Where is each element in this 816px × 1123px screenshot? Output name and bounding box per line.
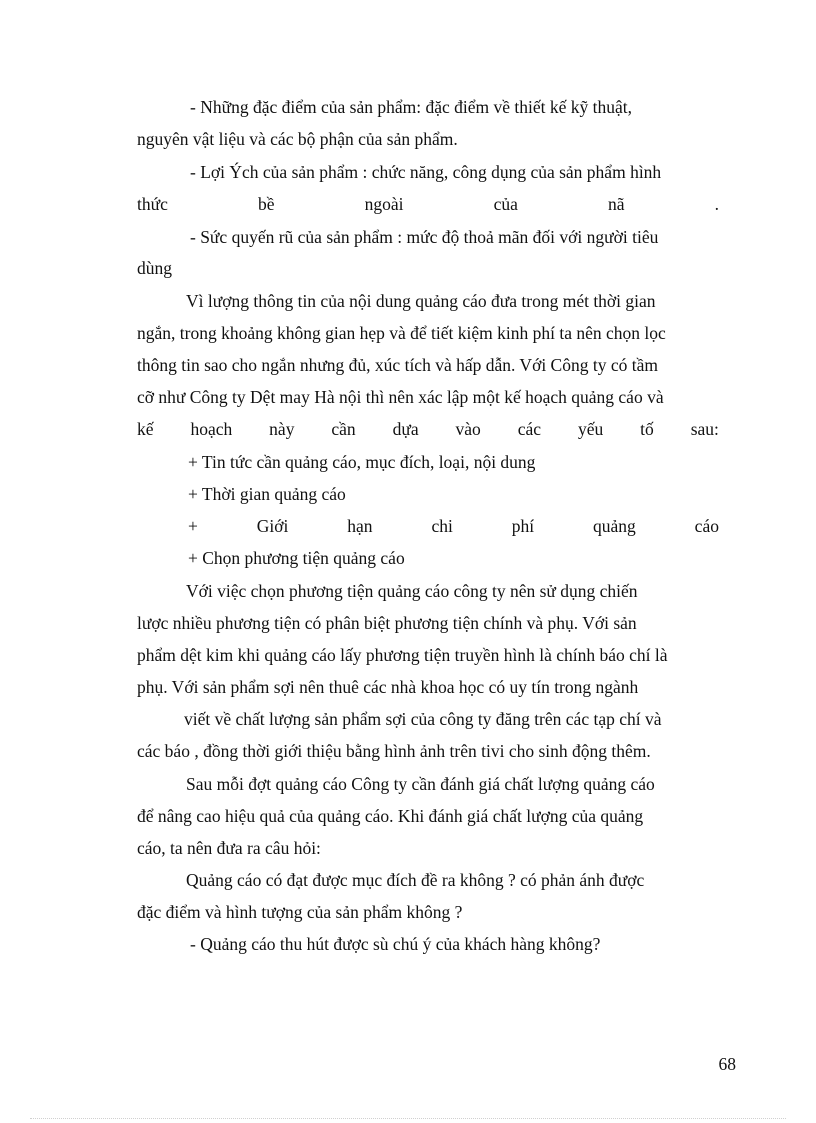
text-line: + Tin tức cần quảng cáo, mục đích, loại, nội dung bbox=[188, 452, 536, 472]
word: tố bbox=[640, 419, 654, 439]
text-line: viết về chất lượng sản phẩm sợi của công ty đăng trên các tạp chí và bbox=[184, 709, 662, 729]
text-line: - Sức quyến rũ của sản phẩm : mức độ thoả mãn đối với người tiêu bbox=[190, 227, 659, 247]
word: nã bbox=[607, 194, 625, 214]
word: . bbox=[714, 194, 719, 214]
word: vào bbox=[455, 419, 481, 439]
text-line: thông tin sao cho ngắn nhưng đủ, xúc tích và hấp dẫn. Với Công ty có tầm bbox=[137, 355, 658, 375]
word: dựa bbox=[392, 419, 419, 439]
text-line: Quảng cáo có đạt được mục đích đề ra không ? có phản ánh được bbox=[186, 870, 645, 890]
text-line: phụ. Với sản phẩm sợi nên thuê các nhà khoa học có uy tín trong ngành bbox=[137, 677, 639, 697]
text-line: - Quảng cáo thu hút được sù chú ý của khách hàng không? bbox=[190, 934, 601, 954]
text-line: Vì lượng thông tin của nội dung quảng cáo đưa trong mét thời gian bbox=[186, 291, 656, 311]
word: hoạch bbox=[190, 419, 233, 439]
word: chi bbox=[431, 516, 453, 536]
word: yếu bbox=[577, 419, 604, 439]
text-line-justified bbox=[137, 193, 719, 215]
word: bề bbox=[257, 194, 275, 214]
word: các bbox=[517, 419, 542, 439]
footer-divider bbox=[30, 1118, 786, 1119]
text-line: - Lợi Ých của sản phẩm : chức năng, công dụng của sản phẩm hình bbox=[190, 162, 662, 182]
word: này bbox=[269, 419, 295, 439]
text-line-justified bbox=[137, 418, 719, 440]
text-line: Với việc chọn phương tiện quảng cáo công ty nên sử dụng chiến bbox=[186, 581, 638, 601]
text-line-justified bbox=[188, 515, 719, 537]
text-line: cỡ như Công ty Dệt may Hà nội thì nên xác lập một kế hoạch quảng cáo và bbox=[137, 387, 664, 407]
word: thức bbox=[137, 194, 168, 214]
word: Giới bbox=[256, 516, 289, 536]
text-line: để nâng cao hiệu quả của quảng cáo. Khi đánh giá chất lượng của quảng bbox=[137, 806, 644, 826]
text-line: cáo, ta nên đưa ra câu hỏi: bbox=[137, 838, 321, 858]
word: của bbox=[493, 194, 518, 214]
word: kế bbox=[137, 419, 154, 439]
word: sau: bbox=[690, 419, 719, 439]
text-line: dùng bbox=[137, 258, 172, 278]
text-line: - Những đặc điểm của sản phẩm: đặc điểm về thiết kế kỹ thuật, bbox=[190, 97, 632, 117]
text-line: phẩm dệt kim khi quảng cáo lấy phương tiện truyền hình là chính báo chí là bbox=[137, 645, 668, 665]
text-line: Sau mỗi đợt quảng cáo Công ty cần đánh giá chất lượng quảng cáo bbox=[186, 774, 655, 794]
text-line: đặc điểm và hình tượng của sản phẩm không ? bbox=[137, 902, 463, 922]
word: ngoài bbox=[364, 194, 404, 214]
page-number: 68 bbox=[718, 1054, 736, 1074]
word: quảng bbox=[593, 516, 636, 536]
word: phí bbox=[511, 516, 535, 536]
text-line: nguyên vật liệu và các bộ phận của sản phẩm. bbox=[137, 129, 458, 149]
text-line: ngắn, trong khoảng không gian hẹp và để tiết kiệm kinh phí ta nên chọn lọc bbox=[137, 323, 666, 343]
word: cáo bbox=[694, 516, 719, 536]
text-line: lược nhiều phương tiện có phân biệt phương tiện chính và phụ. Với sản bbox=[137, 613, 637, 633]
word: hạn bbox=[347, 516, 373, 536]
word: + bbox=[188, 516, 198, 536]
text-line: + Chọn phương tiện quảng cáo bbox=[188, 548, 405, 568]
text-line: + Thời gian quảng cáo bbox=[188, 484, 346, 504]
text-line: các báo , đồng thời giới thiệu bằng hình ảnh trên tivi cho sinh động thêm. bbox=[137, 741, 651, 761]
word: cần bbox=[331, 419, 356, 439]
